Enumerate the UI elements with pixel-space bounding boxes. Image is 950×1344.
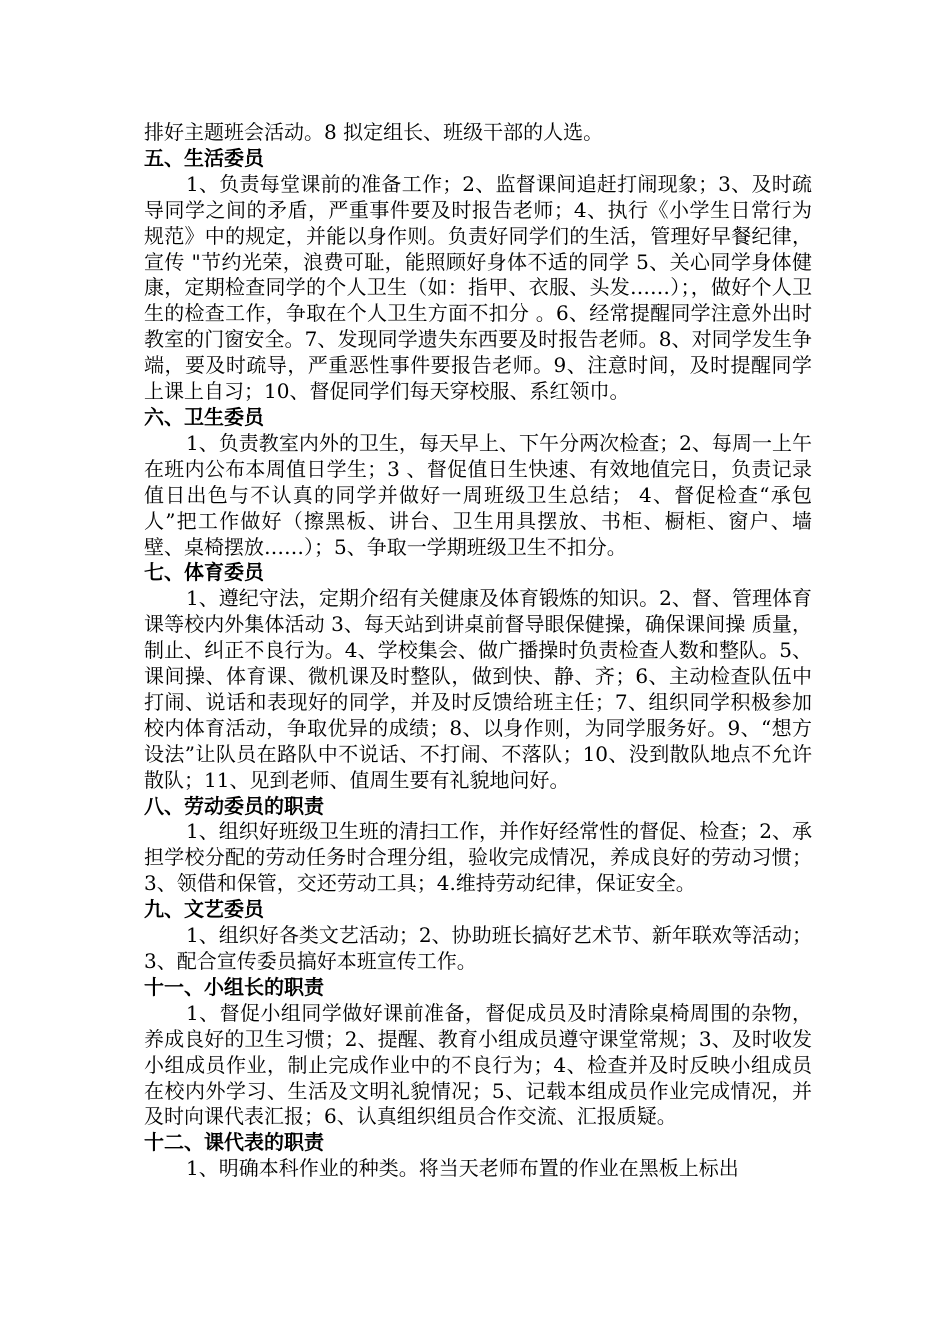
section-heading-arts-committee: 九、文艺委员 bbox=[144, 897, 264, 922]
section-heading-sports-committee: 七、体育委员 bbox=[144, 560, 264, 585]
paragraph-arts-committee: 1、组织好各类文艺活动；2、协助班长搞好艺术节、新年联欢等活动；3、配合宣传委员搞好本班宣传工作。 bbox=[144, 923, 812, 973]
paragraph-labor-committee: 1、组织好班级卫生班的清扫工作，并作好经常性的督促、检查；2、承担学校分配的劳动任务时合理分组，验收完成情况，养成良好的劳动习惯；3、领借和保管，交还劳动工具；4.维持劳动纪律，保证安全。 bbox=[144, 819, 812, 896]
section-heading-life-committee: 五、生活委员 bbox=[144, 145, 264, 170]
paragraph-group-leader: 1、督促小组同学做好课前准备，督促成员及时清除桌椅周围的杂物，养成良好的卫生习惯；2、提醒、教育小组成员遵守课堂常规；3、及时收发小组成员作业，制止完成作业中的不良行为；4、检查并及时反映小组成员在校内外学习、生活及文明礼貌情况；5、记载本组成员作业完成情况，并及时向课代表汇报；6、认真组织组员合作交流、汇报质疑。 bbox=[144, 1000, 812, 1129]
section-heading-subject-representative: 十二、课代表的职责 bbox=[144, 1130, 324, 1155]
paragraph-life-committee: 1、负责每堂课前的准备工作；2、监督课间追赶打闹现象；3、及时疏导同学之间的矛盾，严重事件要及时报告老师；4、执行《小学生日常行为规范》中的规定，并能以身作则。负责好同学们的生活，管理好早餐纪律，宣传 "节约光荣，浪费可耻，能照顾好身体不适的同学 5、关心同学身体健康，定期检查同学的个人卫生（如：指甲、衣服、头发……）；，做好个人卫生的检查工作，争取在个人卫生方面不扣分 。6、经常提醒同学注意外出时教室的门窗安全。7、发现同学遗失东西要及时报告老师。8、对同学发生争端，要及时疏导，严重恶性事件要报告老师。9、注意时间，及时提醒同学上课上自习；10、督促同学们每天穿校服、系红领巾。 bbox=[144, 171, 812, 404]
paragraph-continuation: 排好主题班会活动。8 拟定组长、班级干部的人选。 bbox=[144, 120, 604, 144]
paragraph-hygiene-committee: 1、负责教室内外的卫生，每天早上、下午分两次检查；2、每周一上午在班内公布本周值日学生；3 、督促值日生快速、有效地值完日，负责记录值日出色与不认真的同学并做好一周班级卫生总结； 4、督促检查“承包人”把工作做好（擦黑板、讲台、卫生用具摆放、书柜、橱柜、窗户、墙壁、桌椅摆放……）；5、争取一学期班级卫生不扣分。 bbox=[144, 430, 812, 559]
document-page bbox=[144, 120, 812, 1182]
section-heading-group-leader: 十一、小组长的职责 bbox=[144, 974, 324, 999]
section-heading-labor-committee: 八、劳动委员的职责 bbox=[144, 793, 324, 818]
paragraph-sports-committee: 1、遵纪守法，定期介绍有关健康及体育锻炼的知识。2、督、管理体育课等校内外集体活动 3、每天站到讲桌前督导眼保健操，确保课间操 质量，制止、纠正不良行为。4、学校集会、做广播操时负责检查人数和整队。5、课间操、体育课、微机课及时整队，做到快、静、齐；6、主动检查队伍中打闹、说话和表现好的同学，并及时反馈给班主任；7、组织同学积极参加校内体育活动，争取优异的成绩；8、以身作则，为同学服务好。9、“想方设法”让队员在路队中不说话、不打闹、不落队；10、没到散队地点不允许散队；11、见到老师、值周生要有礼貌地问好。 bbox=[144, 586, 812, 792]
paragraph-subject-representative: 1、明确本科作业的种类。将当天老师布置的作业在黑板上标出 bbox=[186, 1156, 739, 1181]
section-heading-hygiene-committee: 六、卫生委员 bbox=[144, 404, 264, 429]
